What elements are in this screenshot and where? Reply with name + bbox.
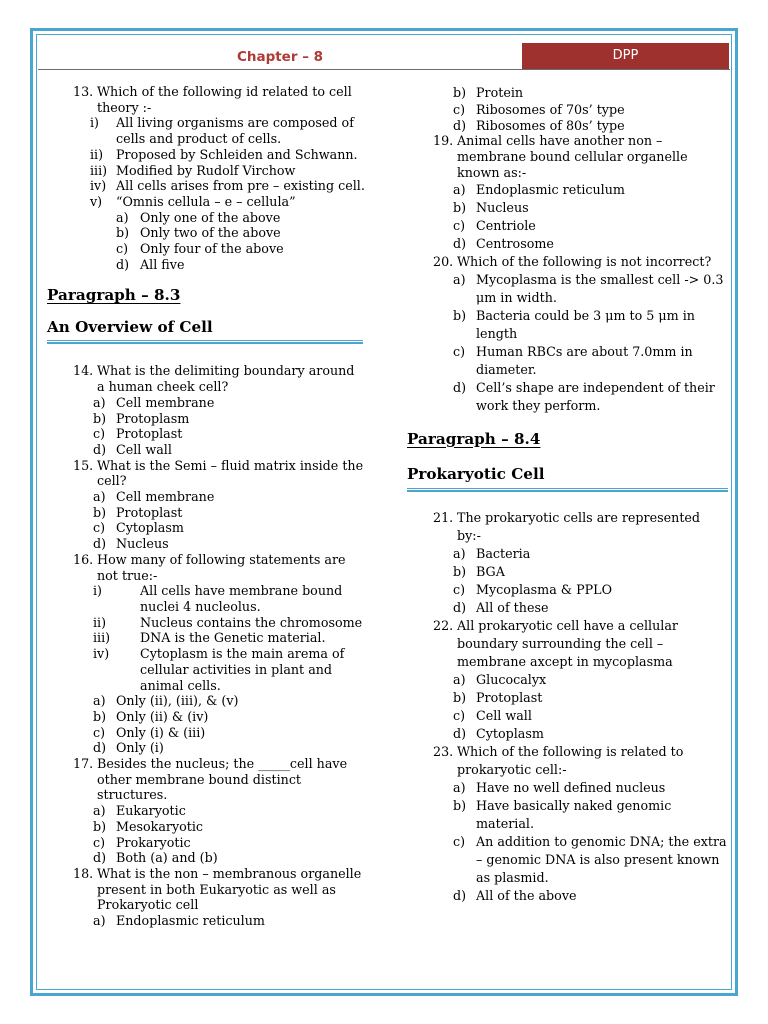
statement (47, 583, 365, 614)
option-marker: a) (453, 779, 466, 795)
statement-text: All living organisms are composed of cells and product of cells. (116, 115, 354, 147)
question-14 (47, 363, 365, 394)
option-text: Endoplasmic reticulum (116, 913, 265, 929)
option-marker: b) (453, 563, 467, 579)
option-marker: a) (453, 271, 466, 287)
answer-option (407, 707, 727, 725)
option-text: Only two of the above (140, 225, 281, 241)
question-text: Which of the following is related to prokaryotic cell:- (457, 743, 684, 777)
dpp-badge: DPP (522, 43, 729, 69)
question-text: The prokaryotic cells are represented by:- (457, 509, 701, 543)
option-marker: b) (453, 307, 467, 323)
option-text: Prokaryotic (116, 834, 191, 850)
option-marker: c) (453, 343, 466, 359)
option-marker: c) (453, 707, 466, 723)
option-text: Cell wall (116, 441, 172, 457)
answer-option (47, 210, 365, 226)
answer-option (47, 709, 365, 725)
answer-option (47, 411, 365, 427)
option-text: An addition to genomic DNA; the extra – genomic DNA is also present known as plasmid. (476, 833, 727, 885)
question-text: How many of following statements are not true:- (97, 551, 346, 583)
answer-option (407, 118, 727, 134)
question-number: 19. (433, 133, 454, 149)
option-marker: a) (116, 209, 129, 225)
answer-option (47, 740, 365, 756)
option-marker: b) (93, 504, 107, 520)
question-23 (407, 743, 727, 779)
option-text: Protoplasm (116, 410, 190, 426)
question-number: 15. (73, 457, 94, 473)
answer-option (47, 725, 365, 741)
question-18 (47, 866, 365, 913)
option-text: Cell membrane (116, 394, 215, 410)
answer-option (407, 199, 727, 217)
question-number: 16. (73, 551, 94, 567)
statement (47, 194, 365, 210)
statement-text: All cells have membrane bound nuclei 4 nucleolus. (140, 583, 343, 614)
option-marker: c) (93, 834, 106, 850)
option-marker: c) (93, 724, 106, 740)
statement (47, 178, 365, 194)
answer-option (47, 426, 365, 442)
answer-option (407, 671, 727, 689)
option-marker: d) (93, 740, 107, 756)
question-text: What is the delimiting boundary around a human cheek cell? (97, 363, 355, 395)
answer-option (407, 181, 727, 199)
answer-option (407, 581, 727, 599)
answer-option (407, 599, 727, 617)
question-21 (407, 509, 727, 545)
option-text: Mycoplasma is the smallest cell -> 0.3 μm in width. (476, 271, 724, 305)
option-text: Centriole (476, 217, 536, 233)
statement-text: Nucleus contains the chromosome (140, 614, 363, 630)
option-text: Cell wall (476, 707, 532, 723)
option-text: Cytoplasm (116, 520, 184, 536)
option-marker: d) (453, 725, 467, 741)
answer-option (407, 379, 727, 415)
answer-option (47, 850, 365, 866)
answer-option (407, 887, 727, 905)
option-marker: a) (93, 913, 106, 929)
answer-option (407, 102, 727, 118)
option-text: Eukaryotic (116, 803, 186, 819)
statement-text: “Omnis cellula – e – cellula” (116, 193, 296, 209)
option-text: Mesokaryotic (116, 818, 204, 834)
statement-text: Modified by Rudolf Virchow (116, 162, 296, 178)
option-text: Protein (476, 85, 524, 100)
answer-option (407, 725, 727, 743)
option-text: Centrosome (476, 235, 554, 251)
answer-option (47, 819, 365, 835)
option-marker: b) (453, 797, 467, 813)
header-divider (38, 69, 730, 70)
option-marker: c) (93, 520, 106, 536)
option-text: Have no well defined nucleus (476, 779, 666, 795)
question-13 (47, 84, 365, 115)
question-number: 20. (433, 253, 454, 269)
option-marker: b) (453, 85, 467, 100)
option-marker: c) (116, 241, 129, 257)
option-text: BGA (476, 563, 505, 579)
answer-option (407, 84, 727, 102)
option-marker: c) (453, 217, 466, 233)
option-marker: d) (93, 441, 107, 457)
paragraph-heading: Paragraph – 8.3 (47, 286, 181, 305)
answer-option (407, 235, 727, 253)
option-marker: d) (93, 536, 107, 552)
statement-text: DNA is the Genetic material. (140, 630, 326, 646)
question-text: Which of the following is not incorrect? (457, 253, 712, 269)
statement (47, 630, 365, 646)
option-text: Glucocalyx (476, 671, 547, 687)
option-marker: b) (93, 410, 107, 426)
question-number: 14. (73, 363, 94, 379)
question-text: Besides the nucleus; the _____cell have other membrane bound distinct structures. (97, 756, 348, 803)
option-text: Only (ii), (iii), & (v) (116, 693, 239, 709)
question-number: 21. (433, 509, 454, 525)
question-text: What is the non – membranous organelle present in both Eukaryotic as well as Prokaryotic cell (97, 865, 362, 913)
question-number: 18. (73, 865, 94, 881)
paragraph-heading: Paragraph – 8.4 (407, 429, 541, 448)
answer-option (47, 241, 365, 257)
statement-text: Proposed by Schleiden and Schwann. (116, 146, 358, 162)
option-text: Endoplasmic reticulum (476, 181, 625, 197)
option-text: Both (a) and (b) (116, 850, 218, 866)
answer-option (47, 395, 365, 411)
statement-marker: iii) (93, 630, 111, 646)
option-text: Mycoplasma & PPLO (476, 581, 613, 597)
statement-marker: iv) (90, 178, 107, 194)
left-column (47, 84, 365, 929)
option-marker: b) (453, 689, 467, 705)
answer-option (47, 225, 365, 241)
option-marker: b) (93, 818, 107, 834)
option-marker: c) (453, 833, 466, 849)
answer-option (47, 442, 365, 458)
option-marker: a) (93, 693, 106, 709)
question-number: 13. (73, 84, 94, 99)
option-marker: d) (453, 117, 467, 133)
answer-option (407, 271, 727, 307)
option-marker: a) (453, 545, 466, 561)
answer-option (47, 803, 365, 819)
question-22 (407, 617, 727, 671)
answer-option (407, 343, 727, 379)
option-text: Only one of the above (140, 209, 281, 225)
statement-marker: ii) (93, 614, 107, 630)
option-text: Only (i) & (iii) (116, 724, 206, 740)
statement (47, 615, 365, 631)
option-marker: b) (116, 225, 130, 241)
option-text: Nucleus (476, 199, 529, 215)
option-text: Ribosomes of 70s’ type (476, 102, 625, 117)
option-marker: b) (93, 708, 107, 724)
option-text: Nucleus (116, 536, 169, 552)
answer-option (407, 545, 727, 563)
option-text: Only four of the above (140, 241, 284, 257)
statement-text: All cells arises from pre – existing cell. (116, 178, 365, 194)
statement-marker: ii) (90, 146, 104, 162)
question-text: All prokaryotic cell have a cellular boundary surrounding the cell – membrane axcept in mycoplasma (457, 617, 678, 669)
option-text: Human RBCs are about 7.0mm in diameter. (476, 343, 693, 377)
option-marker: a) (93, 394, 106, 410)
statement-marker: iii) (90, 162, 108, 178)
question-15 (47, 458, 365, 489)
option-marker: c) (93, 426, 106, 442)
answer-option (47, 505, 365, 521)
option-text: Only (i) (116, 740, 164, 756)
option-text: Bacteria (476, 545, 531, 561)
option-marker: d) (453, 379, 467, 395)
statement (47, 115, 365, 146)
statement-marker: iv) (93, 646, 110, 662)
option-text: Cell membrane (116, 489, 215, 505)
option-text: Only (ii) & (iv) (116, 708, 209, 724)
option-marker: a) (93, 803, 106, 819)
option-marker: c) (453, 581, 466, 597)
option-text: All five (140, 256, 185, 272)
answer-option (407, 689, 727, 707)
statement (47, 147, 365, 163)
option-text: All of these (476, 599, 549, 615)
question-17 (47, 756, 365, 803)
option-marker: b) (453, 199, 467, 215)
option-text: Cell’s shape are independent of their work they perform. (476, 379, 715, 413)
option-marker: d) (453, 599, 467, 615)
answer-option (47, 257, 365, 273)
answer-option (47, 913, 365, 929)
question-text: What is the Semi – fluid matrix inside the cell? (97, 457, 364, 489)
option-text: Have basically naked genomic material. (476, 797, 672, 831)
option-marker: a) (453, 671, 466, 687)
option-text: Protoplast (116, 504, 183, 520)
question-16 (47, 552, 365, 583)
statement-marker: i) (90, 115, 100, 131)
answer-option (407, 779, 727, 797)
option-marker: a) (453, 181, 466, 197)
answer-option (407, 217, 727, 235)
answer-option (47, 520, 365, 536)
chapter-title: Chapter – 8 (236, 49, 324, 65)
question-text: Animal cells have another non – membrane bound cellular organelle known as:- (457, 133, 688, 180)
option-text: Bacteria could be 3 μm to 5 μm in length (476, 307, 695, 341)
answer-option (47, 489, 365, 505)
answer-option (407, 563, 727, 581)
option-text: Cytoplasm (476, 725, 544, 741)
right-column (407, 84, 727, 905)
option-text: All of the above (476, 887, 577, 903)
option-marker: d) (93, 850, 107, 866)
option-marker: d) (453, 887, 467, 903)
statement-marker: v) (90, 193, 103, 209)
section-title: Prokaryotic Cell (407, 464, 545, 483)
option-marker: c) (453, 102, 466, 117)
question-number: 17. (73, 756, 94, 772)
statement (47, 163, 365, 179)
answer-option (407, 307, 727, 343)
option-marker: a) (93, 489, 106, 505)
option-text: Ribosomes of 80s’ type (476, 117, 625, 133)
answer-option (47, 693, 365, 709)
statement (47, 646, 365, 693)
question-number: 23. (433, 743, 454, 759)
answer-option (47, 536, 365, 552)
question-number: 22. (433, 617, 454, 633)
option-text: Protoplast (476, 689, 543, 705)
question-text: Which of the following id related to cell theory :- (97, 84, 352, 115)
section-title: An Overview of Cell (47, 318, 213, 337)
option-text: Protoplast (116, 426, 183, 442)
option-marker: d) (453, 235, 467, 251)
option-marker: d) (116, 256, 130, 272)
question-19 (407, 133, 727, 180)
question-20 (407, 253, 727, 271)
statement-marker: i) (93, 583, 103, 599)
answer-option (407, 797, 727, 833)
answer-option (407, 833, 727, 887)
statement-text: Cytoplasm is the main arema of cellular activities in plant and animal cells. (140, 646, 345, 693)
answer-option (47, 835, 365, 851)
